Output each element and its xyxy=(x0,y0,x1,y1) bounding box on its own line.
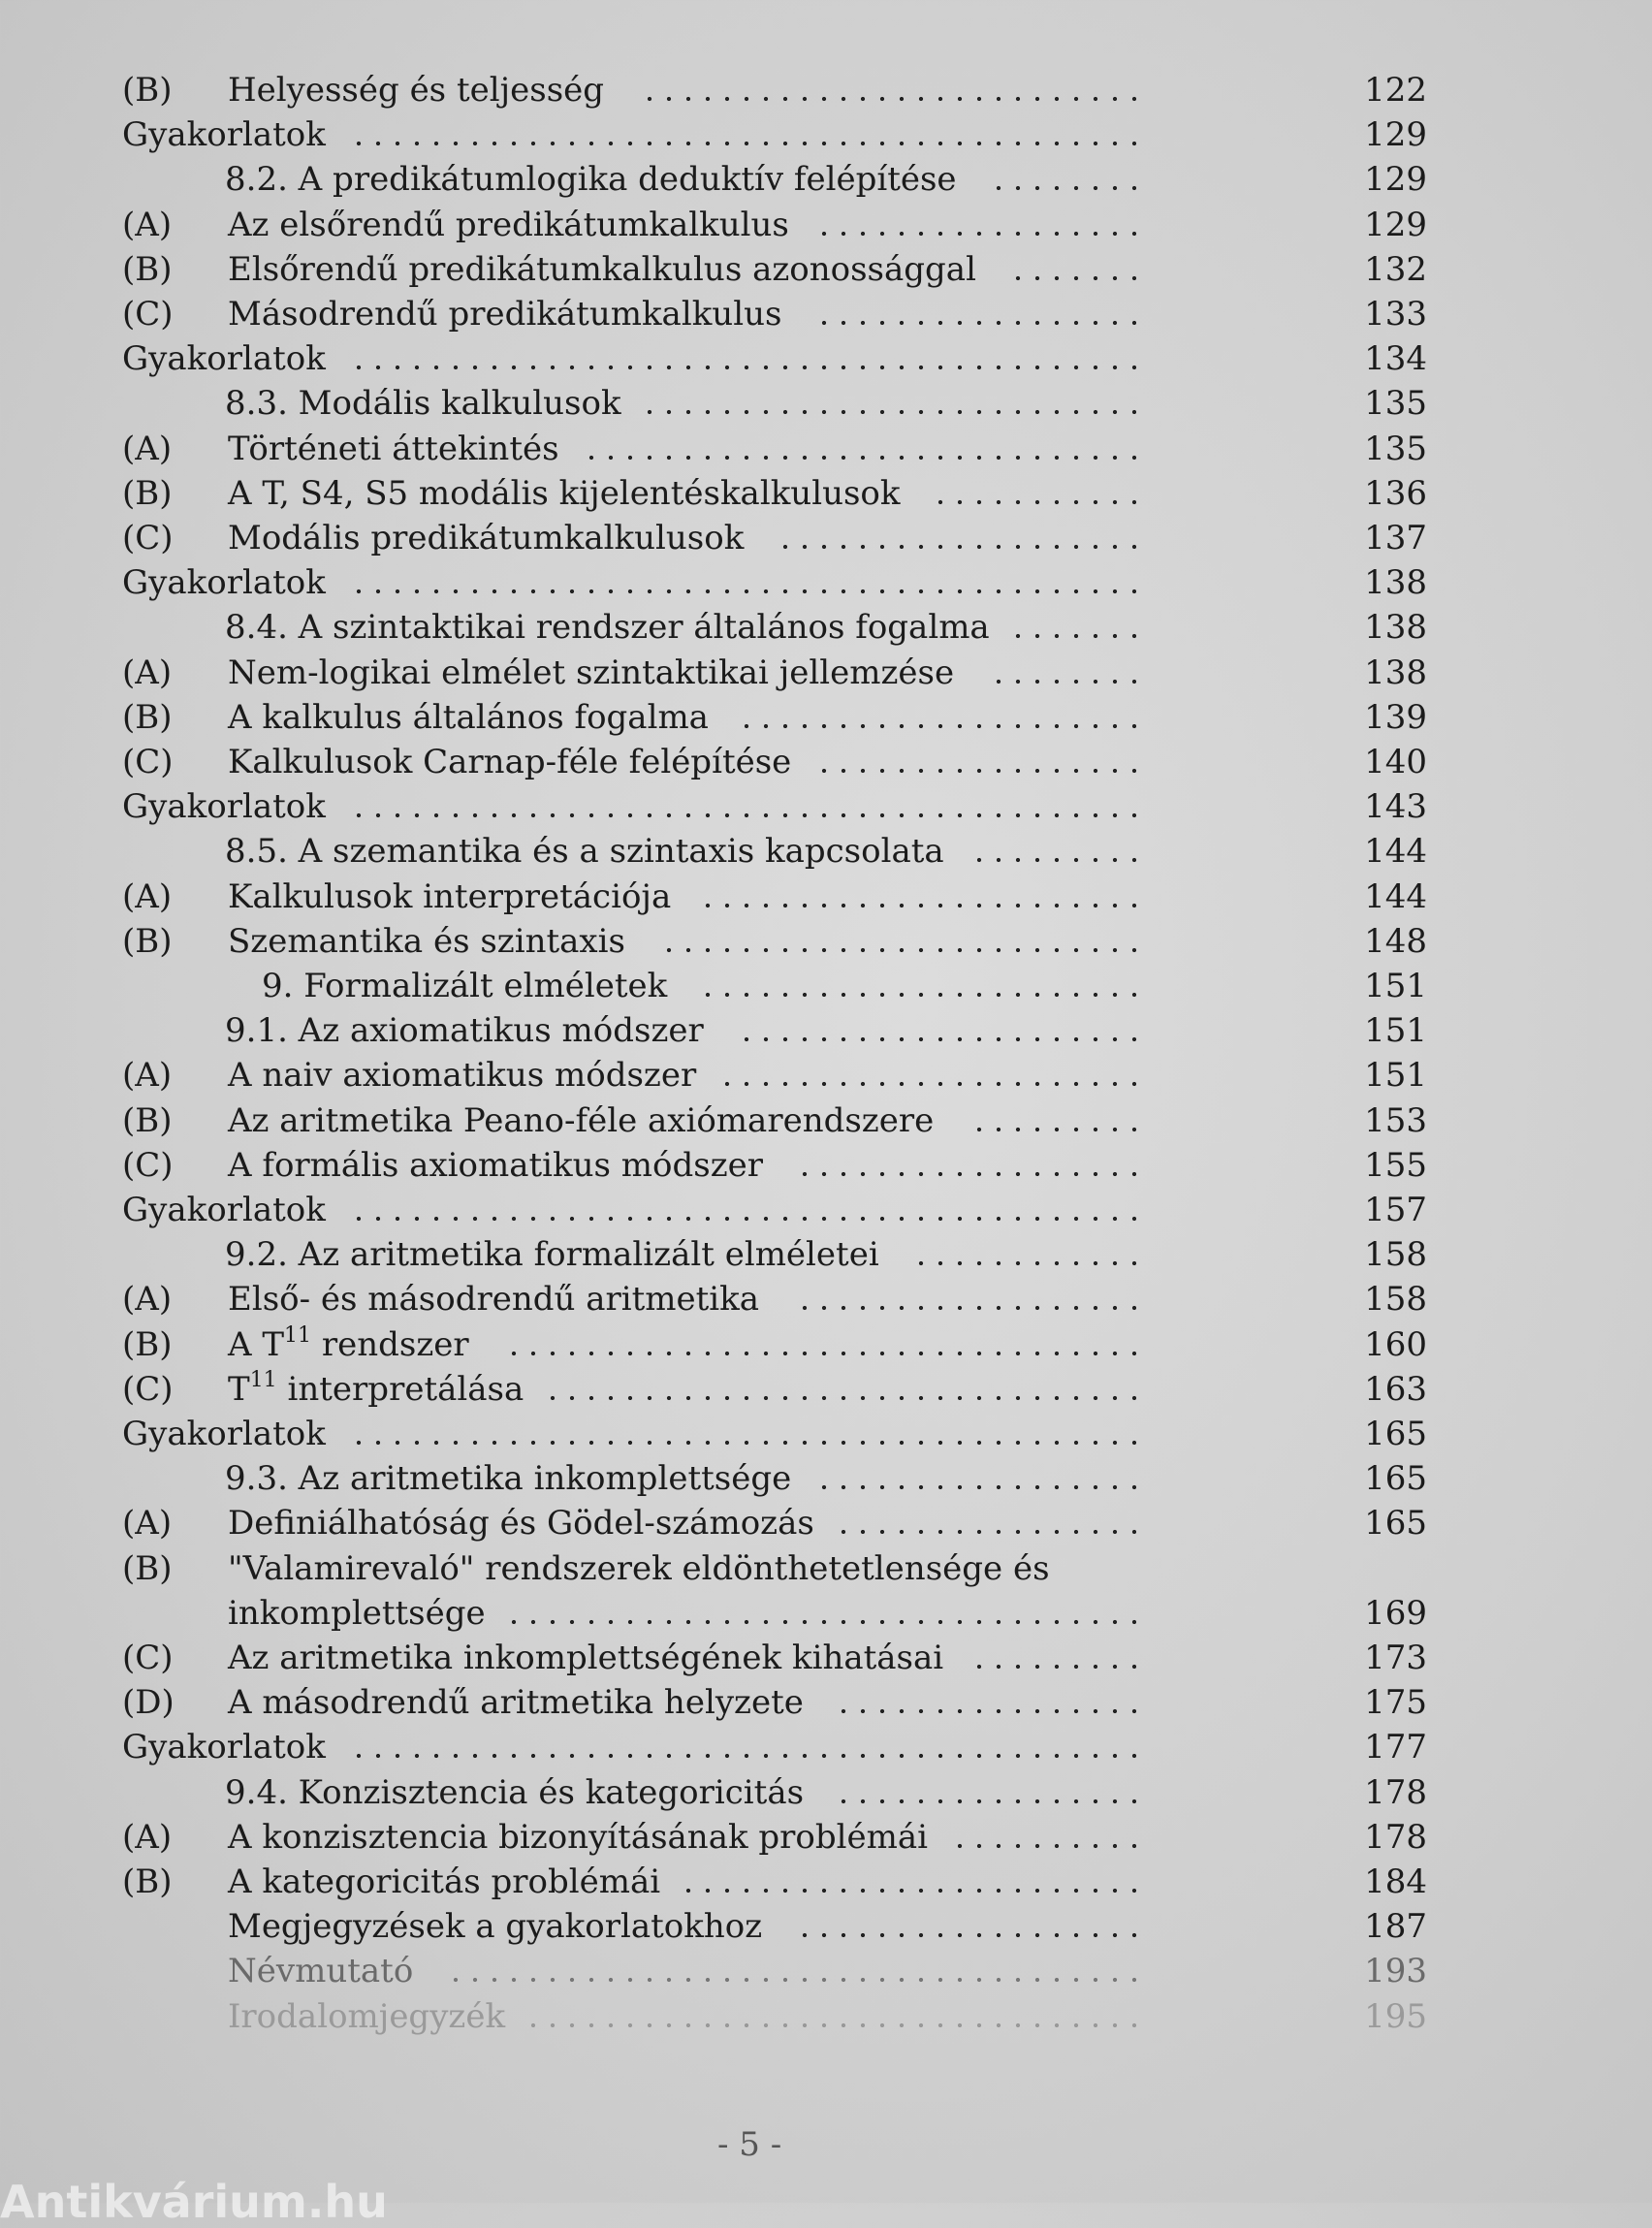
toc-leader-dots xyxy=(931,499,1136,505)
toc-leader-dots xyxy=(911,1260,1136,1266)
toc-title: A másodrendű aritmetika helyzete xyxy=(228,1683,804,1722)
toc-title: Irodalomjegyzék xyxy=(228,1997,506,2036)
toc-page-number: 136 xyxy=(1364,474,1427,513)
toc-title: A kategoricitás problémái xyxy=(228,1862,661,1901)
toc-title: A naiv axiomatikus módszer xyxy=(228,1056,697,1095)
toc-title-part: interpretálása xyxy=(276,1370,524,1409)
toc-row xyxy=(0,203,1652,247)
toc-row xyxy=(0,1008,1652,1053)
toc-row xyxy=(0,560,1652,605)
toc-page-number: 137 xyxy=(1364,519,1427,557)
toc-leader-dots xyxy=(989,679,1136,684)
toc-leader-dots xyxy=(640,409,1136,415)
toc-label: (C) xyxy=(122,1370,174,1409)
toc-page-number: 138 xyxy=(1364,563,1427,602)
toc-title: Gyakorlatok xyxy=(122,787,326,826)
toc-title: 8.5. A szemantika és a szintaxis kapcsolata xyxy=(225,832,944,871)
toc-label: (A) xyxy=(122,430,173,468)
toc-leader-dots xyxy=(1008,275,1136,281)
toc-page-number: 155 xyxy=(1364,1146,1427,1185)
toc-row xyxy=(0,1098,1652,1143)
toc-page-number: 165 xyxy=(1364,1459,1427,1498)
toc-row xyxy=(0,427,1652,471)
toc-leader-dots xyxy=(349,1216,1136,1222)
toc-leader-dots xyxy=(698,992,1136,998)
toc-row xyxy=(0,336,1652,381)
toc-title: Gyakorlatok xyxy=(122,1415,326,1453)
toc-label: (B) xyxy=(122,250,173,289)
toc-title: A kalkulus általános fogalma xyxy=(228,698,709,737)
toc-title: Az elsőrendű predikátumkalkulus xyxy=(228,206,789,244)
toc-page-number: 165 xyxy=(1364,1504,1427,1543)
toc-row xyxy=(0,1501,1652,1545)
toc-row xyxy=(0,1994,1652,2039)
toc-label: (B) xyxy=(122,1101,173,1140)
toc-label: (A) xyxy=(122,877,173,916)
toc-title: Névmutató xyxy=(228,1952,414,1990)
toc-row xyxy=(0,1949,1652,1993)
toc-label: (A) xyxy=(122,653,173,692)
toc-leader-dots xyxy=(698,903,1136,908)
toc-page-number: 138 xyxy=(1364,608,1427,647)
toc-leader-dots xyxy=(504,1619,1136,1625)
toc-label: (B) xyxy=(122,698,173,737)
toc-title xyxy=(228,1367,524,1412)
toc-label: (A) xyxy=(122,1280,173,1319)
toc-page-number: 122 xyxy=(1364,71,1427,110)
toc-label: (B) xyxy=(122,1862,173,1901)
toc-page-number: 129 xyxy=(1364,160,1427,199)
toc-row xyxy=(0,695,1652,740)
toc-title: Elsőrendű predikátumkalkulus azonossággal xyxy=(228,250,976,289)
toc-title: 8.3. Modális kalkulusok xyxy=(225,384,621,423)
toc-row xyxy=(0,68,1652,112)
toc-leader-dots xyxy=(814,231,1136,237)
toc-leader-dots xyxy=(795,1932,1136,1938)
toc-label: (C) xyxy=(122,519,174,557)
toc-row xyxy=(0,829,1652,874)
toc-page-number: 144 xyxy=(1364,877,1427,916)
toc-label: (A) xyxy=(122,1056,173,1095)
toc-leader-dots xyxy=(349,589,1136,594)
toc-page-number: 163 xyxy=(1364,1370,1427,1409)
toc-title-part: rendszer xyxy=(311,1325,469,1364)
toc-label: (A) xyxy=(122,206,173,244)
toc-title: 9.4. Konzisztencia és kategoricitás xyxy=(225,1773,805,1812)
toc-leader-dots xyxy=(795,1305,1136,1311)
toc-leader-dots xyxy=(969,1127,1136,1132)
toc-page-number: 135 xyxy=(1364,384,1427,423)
toc-title: Gyakorlatok xyxy=(122,1728,326,1766)
toc-leader-dots xyxy=(814,768,1136,774)
toc-row xyxy=(0,1232,1652,1277)
toc-leader-dots xyxy=(543,1395,1136,1401)
toc-leader-dots xyxy=(1008,633,1136,639)
toc-row xyxy=(0,964,1652,1008)
toc-leader-dots xyxy=(504,1351,1136,1356)
toc-label: (B) xyxy=(122,1325,173,1364)
toc-page-number: 165 xyxy=(1364,1415,1427,1453)
toc-title: 9.2. Az aritmetika formalizált elméletei xyxy=(225,1235,879,1274)
toc-page-number: 157 xyxy=(1364,1191,1427,1229)
toc-leader-dots xyxy=(349,365,1136,370)
toc-label: (C) xyxy=(122,295,174,334)
toc-row xyxy=(0,1143,1652,1188)
watermark: Antikvárium.hu xyxy=(0,2176,388,2228)
toc-title: Első- és másodrendű aritmetika xyxy=(228,1280,760,1319)
toc-leader-dots xyxy=(524,2022,1136,2028)
toc-leader-dots xyxy=(834,1529,1136,1535)
toc-leader-dots xyxy=(717,1081,1136,1087)
toc-page-number: 195 xyxy=(1364,1997,1427,2036)
toc-page-number: 187 xyxy=(1364,1907,1427,1946)
toc-title: A T, S4, S5 modális kijelentéskalkulusok xyxy=(228,474,901,513)
toc-row xyxy=(0,471,1652,516)
toc-row xyxy=(0,1053,1652,1098)
toc-leader-dots xyxy=(834,1798,1136,1804)
toc-label: (B) xyxy=(122,474,173,513)
toc-title xyxy=(228,1322,469,1367)
toc-page-number: 134 xyxy=(1364,339,1427,378)
toc-page-number: 129 xyxy=(1364,115,1427,154)
toc-title: 9.3. Az aritmetika inkomplettsége xyxy=(225,1459,792,1498)
toc-leader-dots xyxy=(446,1977,1136,1983)
toc-label: (B) xyxy=(122,71,173,110)
toc-title: 9. Formalizált elméletek xyxy=(262,967,668,1005)
toc-row xyxy=(0,651,1652,695)
toc-title: Gyakorlatok xyxy=(122,339,326,378)
toc-leader-dots xyxy=(989,185,1136,191)
toc-page-number: 151 xyxy=(1364,1011,1427,1050)
toc-page-number: 138 xyxy=(1364,653,1427,692)
toc-title: Másodrendű predikátumkalkulus xyxy=(228,295,782,334)
toc-page-number: 143 xyxy=(1364,787,1427,826)
toc-page-number: 144 xyxy=(1364,832,1427,871)
toc-title-part: T xyxy=(228,1370,250,1409)
toc-leader-dots xyxy=(349,1753,1136,1759)
toc-row xyxy=(0,1904,1652,1949)
toc-label: (B) xyxy=(122,1549,173,1588)
toc-page-number: 158 xyxy=(1364,1235,1427,1274)
toc-page-number: 178 xyxy=(1364,1773,1427,1812)
toc-title: Megjegyzések a gyakorlatokhoz xyxy=(228,1907,763,1946)
toc-row xyxy=(0,112,1652,157)
toc-row xyxy=(0,919,1652,964)
toc-title: Definiálhatóság és Gödel-számozás xyxy=(228,1504,814,1543)
toc-page-number: 160 xyxy=(1364,1325,1427,1364)
toc-title-superscript: 11 xyxy=(284,1323,312,1348)
toc-row xyxy=(0,1277,1652,1321)
toc-row xyxy=(0,875,1652,919)
toc-row xyxy=(0,292,1652,336)
toc-leader-dots xyxy=(969,1664,1136,1670)
toc-row xyxy=(0,247,1652,292)
toc-leader-dots xyxy=(640,96,1136,102)
toc-label: (C) xyxy=(122,1146,174,1185)
toc-title: Gyakorlatok xyxy=(122,115,326,154)
toc-row xyxy=(0,1636,1652,1680)
toc-title: inkomplettsége xyxy=(228,1594,486,1633)
toc-title: 9.1. Az axiomatikus módszer xyxy=(225,1011,704,1050)
toc-title: Gyakorlatok xyxy=(122,563,326,602)
toc-page-number: 139 xyxy=(1364,698,1427,737)
toc-title: Nem-logikai elmélet szintaktikai jellemzése xyxy=(228,653,955,692)
toc-page-number: 169 xyxy=(1364,1594,1427,1633)
toc-title: Az aritmetika inkomplettségének kihatásai xyxy=(228,1639,944,1677)
toc-leader-dots xyxy=(349,1440,1136,1446)
toc-title: Az aritmetika Peano-féle axiómarendszere xyxy=(228,1101,935,1140)
toc-row xyxy=(0,1680,1652,1725)
toc-label: (B) xyxy=(122,922,173,961)
toc-title: Kalkulusok interpretációja xyxy=(228,877,672,916)
toc-page-number: 177 xyxy=(1364,1728,1427,1766)
toc-row xyxy=(0,784,1652,829)
toc-label: (D) xyxy=(122,1683,175,1722)
toc-title: 8.2. A predikátumlogika deduktív felépítése xyxy=(225,160,957,199)
toc-label: (C) xyxy=(122,1639,174,1677)
toc-leader-dots xyxy=(795,1171,1136,1177)
toc-page-number: 151 xyxy=(1364,1056,1427,1095)
toc-title: Kalkulusok Carnap-féle felépítése xyxy=(228,743,792,781)
toc-leader-dots xyxy=(814,1484,1136,1490)
toc-row xyxy=(0,1412,1652,1456)
toc-leader-dots xyxy=(834,1708,1136,1714)
toc-leader-dots xyxy=(950,1843,1136,1849)
toc-title: A konzisztencia bizonyításának problémái xyxy=(228,1818,929,1857)
toc-title: Helyesség és teljesség xyxy=(228,71,605,110)
toc-label: (A) xyxy=(122,1818,173,1857)
toc-label: (C) xyxy=(122,743,174,781)
toc-title: A formális axiomatikus módszer xyxy=(228,1146,763,1185)
toc-page-number: 132 xyxy=(1364,250,1427,289)
toc-leader-dots xyxy=(582,455,1136,461)
toc-row xyxy=(0,740,1652,784)
toc-leader-dots xyxy=(349,812,1136,818)
toc-row xyxy=(0,1367,1652,1412)
toc-page-number: 153 xyxy=(1364,1101,1427,1140)
toc-page-number: 158 xyxy=(1364,1280,1427,1319)
toc-leader-dots xyxy=(776,544,1136,550)
toc-page-number: 178 xyxy=(1364,1818,1427,1857)
toc-row xyxy=(0,1725,1652,1769)
toc-leader-dots xyxy=(737,1036,1136,1042)
toc-page-number: 193 xyxy=(1364,1952,1427,1990)
toc-row xyxy=(0,1770,1652,1815)
toc-row xyxy=(0,157,1652,202)
toc-page-number: 184 xyxy=(1364,1862,1427,1901)
toc-row xyxy=(0,1546,1652,1591)
toc-row xyxy=(0,381,1652,426)
toc-page-number: 135 xyxy=(1364,430,1427,468)
toc-title: Gyakorlatok xyxy=(122,1191,326,1229)
toc-row xyxy=(0,1591,1652,1636)
toc-leader-dots xyxy=(659,947,1136,953)
toc-page-number: 133 xyxy=(1364,295,1427,334)
toc-row xyxy=(0,1322,1652,1367)
toc-title: Modális predikátumkalkulusok xyxy=(228,519,745,557)
toc-title: Szemantika és szintaxis xyxy=(228,922,625,961)
toc-title-part: A T xyxy=(228,1325,285,1364)
toc-page-number: 175 xyxy=(1364,1683,1427,1722)
toc-row xyxy=(0,605,1652,650)
toc-title: 8.4. A szintaktikai rendszer általános fogalma xyxy=(225,608,990,647)
page-number: - 5 - xyxy=(717,2125,782,2164)
toc-page-number: 151 xyxy=(1364,967,1427,1005)
toc-leader-dots xyxy=(737,723,1136,729)
toc-page-number: 129 xyxy=(1364,206,1427,244)
toc-label: (A) xyxy=(122,1504,173,1543)
toc-leader-dots xyxy=(969,857,1136,863)
toc-leader-dots xyxy=(349,141,1136,146)
toc-leader-dots xyxy=(679,1888,1136,1894)
toc-page-number: 173 xyxy=(1364,1639,1427,1677)
toc-title: Történeti áttekintés xyxy=(228,430,559,468)
toc-row xyxy=(0,1815,1652,1860)
toc-title-superscript: 11 xyxy=(249,1368,277,1392)
toc-leader-dots xyxy=(814,320,1136,326)
toc-row xyxy=(0,1188,1652,1232)
toc-page-number: 140 xyxy=(1364,743,1427,781)
toc-title: "Valamirevaló" rendszerek eldönthetetlensége és xyxy=(228,1549,1050,1588)
toc-page-number: 148 xyxy=(1364,922,1427,961)
toc-row xyxy=(0,1860,1652,1904)
toc-row xyxy=(0,516,1652,560)
toc-row xyxy=(0,1456,1652,1501)
